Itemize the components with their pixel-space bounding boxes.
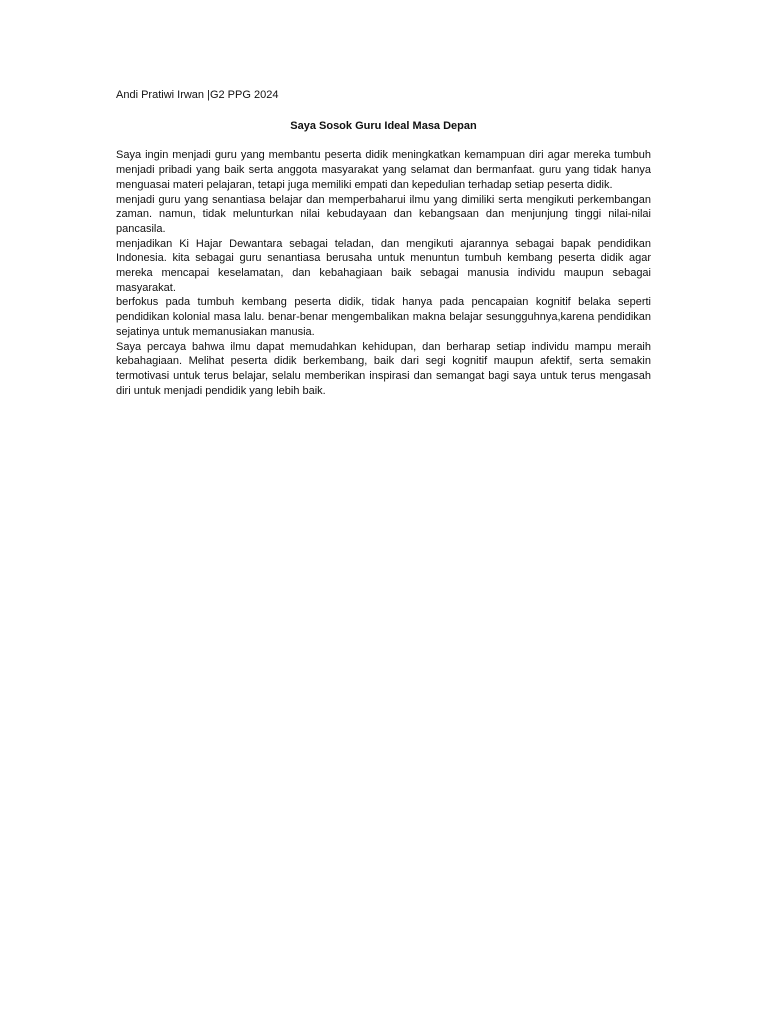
paragraph-1: Saya ingin menjadi guru yang membantu peserta didik meningkatkan kemampuan diri agar mereka tumbuh menjadi pribadi yang baik serta anggota masyarakat yang selamat dan bermanfaat. guru yang tidak hanya menguasai materi pelajaran, tetapi juga memiliki empati dan kepedulian terhadap setiap peserta didik. xyxy=(116,149,651,191)
paragraph-2: menjadi guru yang senantiasa belajar dan memperbaharui ilmu yang dimiliki serta mengikuti perkembangan zaman. namun, tidak melunturkan nilai kebudayaan dan kebangsaan dan menjunjung tinggi nilai-nilai pancasila. xyxy=(116,193,651,235)
paragraph-4: berfokus pada tumbuh kembang peserta didik, tidak hanya pada pencapaian kognitif belaka seperti pendidikan kolonial masa lalu. benar-benar mengembalikan makna belajar sesungguhnya,karena pendidikan sejatinya untuk memanusiakan manusia. xyxy=(116,296,651,338)
document-title: Saya Sosok Guru Ideal Masa Depan xyxy=(290,119,477,132)
document-body xyxy=(116,88,651,398)
author-line: Andi Pratiwi Irwan |G2 PPG 2024 xyxy=(116,89,279,101)
paragraph-5: Saya percaya bahwa ilmu dapat memudahkan kehidupan, dan berharap setiap individu mampu meraih kebahagiaan. Melihat peserta didik berkembang, baik dari segi kognitif maupun afektif, serta semakin termotivasi untuk terus belajar, selalu memberikan inspirasi dan semangat bagi saya untuk terus mengasah diri untuk menjadi pendidik yang lebih baik. xyxy=(116,340,651,397)
paragraph-3: menjadikan Ki Hajar Dewantara sebagai teladan, dan mengikuti ajarannya sebagai bapak pendidikan Indonesia. kita sebagai guru senantiasa berusaha untuk menuntun tumbuh kembang peserta didik agar mereka mencapai keselamatan, dan kebahagiaan baik sebagai manusia individu maupun sebagai masyarakat. xyxy=(116,237,651,294)
